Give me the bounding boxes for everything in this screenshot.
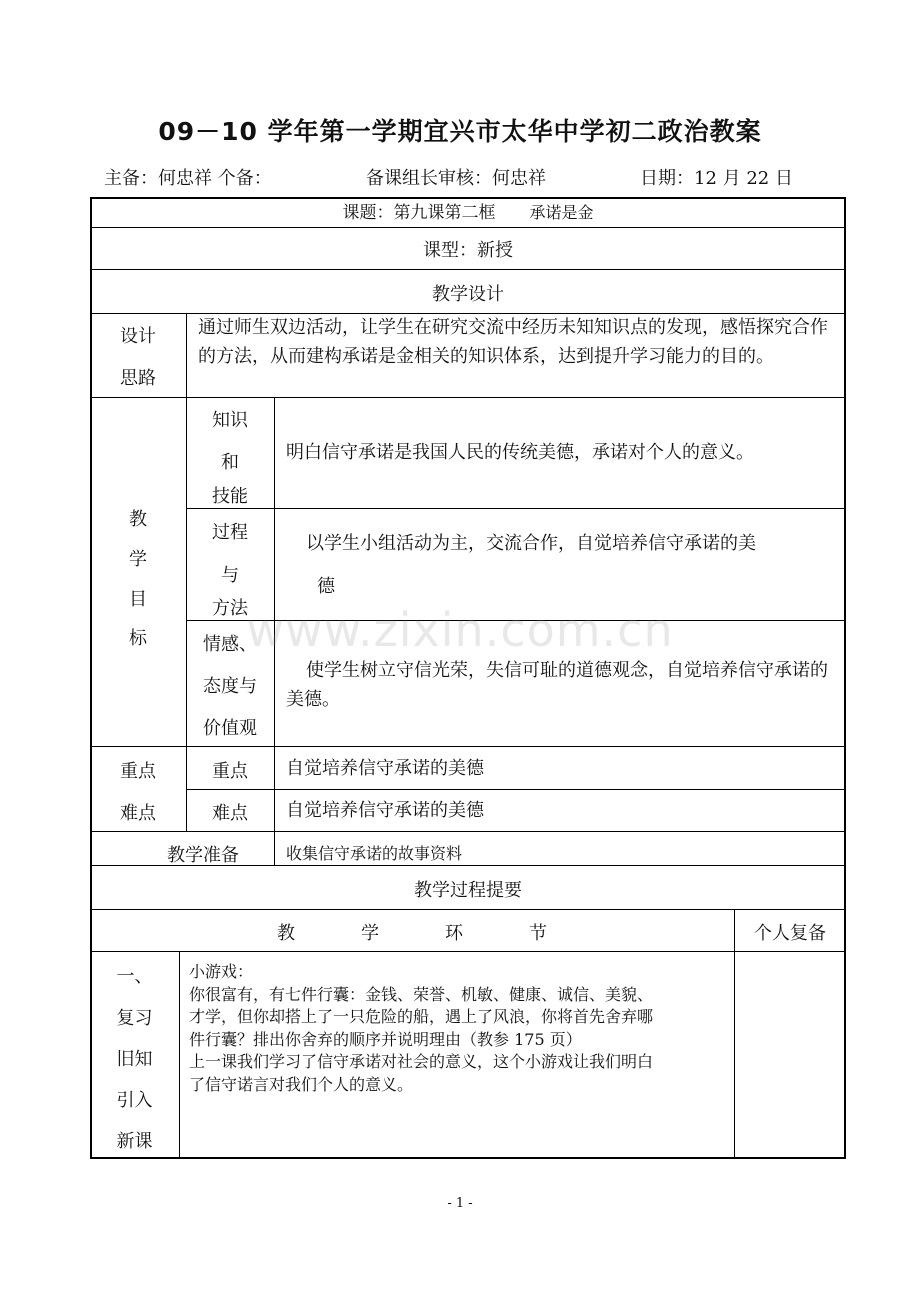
objectives-label-char: 教	[129, 509, 147, 530]
knowledge-label: 技能	[212, 486, 248, 507]
row-divider	[90, 831, 846, 832]
preparation-text: 收集信守承诺的故事资料	[286, 844, 463, 863]
link-header-char: 学	[361, 923, 379, 944]
section-label-line: 一、	[116, 966, 153, 987]
difficult-point-text: 自觉培养信守承诺的美德	[286, 800, 484, 821]
link-header-char: 节	[529, 923, 547, 944]
content-line: 才学，但你却搭上了一只危险的船，遇上了风浪，你将首先舍弃哪	[189, 1007, 654, 1026]
process-text-line-1: 以学生小组活动为主，交流合作，自觉培养信守承诺的美	[306, 533, 756, 554]
process-label: 与	[221, 565, 239, 586]
row-divider	[90, 227, 846, 228]
key-point-label: 重点	[212, 761, 248, 782]
topic-label: 课题：第九课第二框	[342, 203, 496, 223]
knowledge-label: 和	[221, 452, 239, 473]
design-thinking-text: 通过师生双边活动，让学生在研究交流中经历未知知识点的发现，感悟探究合作的方法，从而建构承诺是金相关的知识体系，达到提升学习能力的目的。	[198, 317, 828, 367]
emotion-text: 使学生树立守信光荣，失信可耻的道德观念，自觉培养信守承诺的美德。	[286, 660, 828, 710]
key-point-text: 自觉培养信守承诺的美德	[286, 758, 484, 779]
lead-teacher: 主备：何忠祥 个备：	[104, 168, 272, 189]
section-label-line: 旧知	[116, 1049, 153, 1070]
date: 日期：12 月 22 日	[640, 168, 793, 189]
section-label-line: 复习	[116, 1008, 153, 1029]
process-label: 过程	[212, 522, 248, 543]
emotion-label: 情感、	[203, 634, 257, 655]
key-points-label-2: 难点	[120, 803, 156, 824]
content-line: 小游戏：	[189, 962, 254, 981]
page-title: 09－10 学年第一学期宜兴市太华中学初二政治教案	[158, 117, 762, 146]
lesson-type: 课型：新授	[423, 240, 513, 261]
topic-name: 承诺是金	[529, 203, 594, 222]
process-label: 方法	[212, 598, 248, 619]
link-header-char: 环	[445, 923, 463, 944]
design-header: 教学设计	[432, 284, 504, 305]
watermark: www.zixin.com.cn	[246, 603, 674, 657]
page-number: - 1 -	[447, 1196, 473, 1211]
row-divider	[186, 508, 846, 509]
design-thinking-label-1: 设计	[120, 326, 156, 347]
row-divider	[90, 269, 846, 270]
content-line: 件行囊？排出你舍弃的顺序并说明理由（教参 175 页）	[189, 1029, 582, 1049]
topic-cell	[90, 199, 846, 227]
objectives-label-char: 标	[129, 628, 147, 649]
difficult-point-label: 难点	[212, 803, 248, 824]
content-line: 上一课我们学习了信守承诺对社会的意义，这个小游戏让我们明白	[189, 1052, 654, 1071]
row-divider	[90, 746, 846, 747]
column-divider	[734, 909, 735, 1159]
process-header: 教学过程提要	[414, 880, 522, 901]
emotion-label: 态度与	[203, 676, 257, 697]
row-divider	[90, 951, 846, 952]
link-header-char: 教	[277, 923, 295, 944]
emotion-label: 价值观	[203, 718, 257, 739]
key-points-label-1: 重点	[120, 761, 156, 782]
objectives-label-char: 学	[129, 549, 147, 570]
knowledge-label: 知识	[212, 410, 248, 431]
section-1-content	[189, 961, 733, 1096]
row-divider	[186, 789, 846, 790]
objectives-label-char: 目	[129, 589, 147, 610]
section-label-line: 新课	[116, 1131, 153, 1152]
row-divider	[90, 397, 846, 398]
reviewer: 备课组长审核：何忠祥	[366, 168, 546, 189]
design-thinking-label-2: 思路	[120, 368, 156, 389]
knowledge-text: 明白信守承诺是我国人民的传统美德，承诺对个人的意义。	[286, 442, 754, 463]
row-divider	[90, 909, 846, 910]
section-label-line: 引入	[116, 1090, 153, 1111]
content-line: 你很富有，有七件行囊：金钱、荣誉、机敏、健康、诚信、美貌、	[189, 984, 654, 1004]
personal-prep-header: 个人复备	[754, 923, 826, 944]
column-divider	[179, 951, 180, 1159]
content-line: 了信守诺言对我们个人的意义。	[189, 1074, 414, 1094]
preparation-label: 教学准备	[167, 845, 239, 866]
process-text-line-2: 德	[317, 576, 335, 597]
